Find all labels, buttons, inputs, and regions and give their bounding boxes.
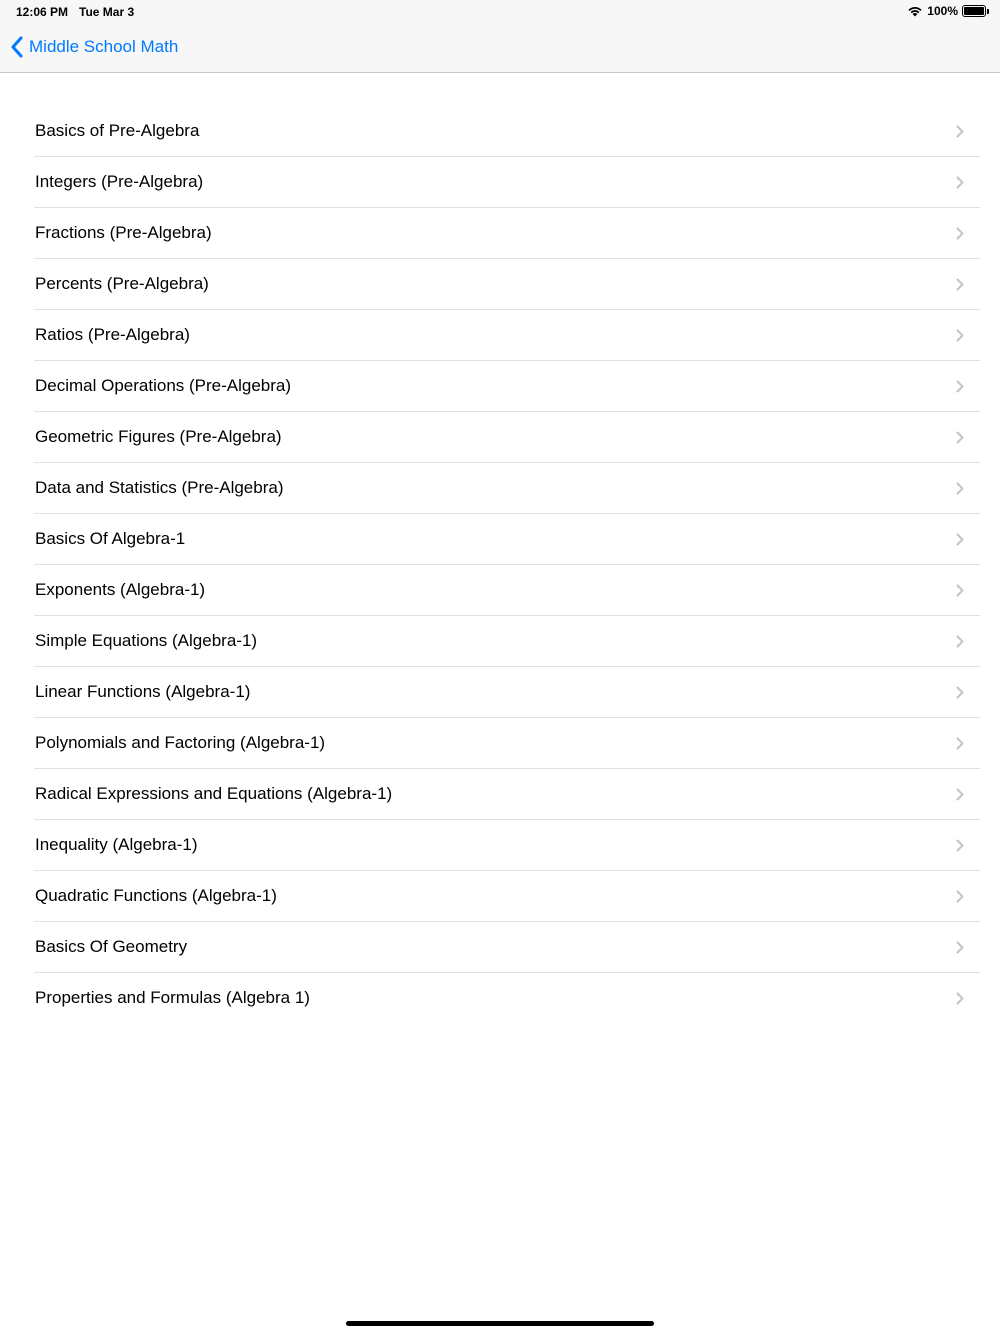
- chevron-right-icon: [956, 686, 964, 699]
- chevron-right-icon: [956, 227, 964, 240]
- navigation-bar: [0, 24, 1000, 73]
- list-item-label: Properties and Formulas (Algebra 1): [35, 988, 310, 1007]
- list-item-label: Data and Statistics (Pre-Algebra): [35, 478, 284, 497]
- wifi-icon: [907, 5, 923, 17]
- chevron-right-icon: [956, 992, 964, 1005]
- list-item[interactable]: [34, 871, 980, 922]
- list-item-label: Basics of Pre-Algebra: [35, 121, 200, 140]
- list-item[interactable]: [34, 718, 980, 769]
- list-item[interactable]: [34, 106, 980, 157]
- list-item-label: Integers (Pre-Algebra): [35, 172, 204, 191]
- list-item[interactable]: [34, 514, 980, 565]
- list-item-label: Ratios (Pre-Algebra): [35, 325, 190, 344]
- list-item[interactable]: [34, 667, 980, 718]
- chevron-right-icon: [956, 941, 964, 954]
- chevron-right-icon: [956, 839, 964, 852]
- battery-percent: 100%: [927, 4, 958, 18]
- chevron-right-icon: [956, 890, 964, 903]
- list-item-label: Basics Of Geometry: [35, 937, 188, 956]
- list-item-label: Linear Functions (Algebra-1): [35, 682, 251, 701]
- status-bar: [0, 0, 1000, 24]
- list-item[interactable]: [34, 157, 980, 208]
- chevron-right-icon: [956, 737, 964, 750]
- chevron-right-icon: [956, 533, 964, 546]
- chevron-right-icon: [956, 380, 964, 393]
- topic-list: [0, 106, 1000, 1024]
- chevron-right-icon: [956, 482, 964, 495]
- list-item-label: Geometric Figures (Pre-Algebra): [35, 427, 282, 446]
- list-item-label: Fractions (Pre-Algebra): [35, 223, 212, 242]
- list-item-label: Quadratic Functions (Algebra-1): [35, 886, 277, 905]
- back-button-label: Middle School Math: [29, 37, 179, 56]
- list-item[interactable]: [34, 412, 980, 463]
- chevron-right-icon: [956, 431, 964, 444]
- list-item[interactable]: [34, 361, 980, 412]
- list-item[interactable]: [34, 616, 980, 667]
- chevron-right-icon: [956, 329, 964, 342]
- list-item-label: Radical Expressions and Equations (Algebra-1): [35, 784, 393, 803]
- list-item-label: Simple Equations (Algebra-1): [35, 631, 258, 650]
- list-item[interactable]: [34, 769, 980, 820]
- chevron-left-icon: [10, 36, 24, 58]
- list-item-label: Exponents (Algebra-1): [35, 580, 206, 599]
- list-item-label: Decimal Operations (Pre-Algebra): [35, 376, 292, 395]
- list-item-label: Percents (Pre-Algebra): [35, 274, 209, 293]
- list-item[interactable]: [34, 208, 980, 259]
- chevron-right-icon: [956, 584, 964, 597]
- chevron-right-icon: [956, 788, 964, 801]
- list-item[interactable]: [34, 820, 980, 871]
- list-item-label: Basics Of Algebra-1: [35, 529, 186, 548]
- list-item[interactable]: [34, 973, 980, 1024]
- list-item-label: Polynomials and Factoring (Algebra-1): [35, 733, 326, 752]
- battery-icon: [962, 5, 986, 17]
- chevron-right-icon: [956, 125, 964, 138]
- status-date: Tue Mar 3: [79, 5, 135, 19]
- list-item[interactable]: [34, 565, 980, 616]
- chevron-right-icon: [956, 278, 964, 291]
- list-item-label: Inequality (Algebra-1): [35, 835, 198, 854]
- status-time: 12:06 PM: [16, 5, 69, 19]
- list-item[interactable]: [34, 259, 980, 310]
- back-button[interactable]: [10, 36, 178, 58]
- chevron-right-icon: [956, 635, 964, 648]
- chevron-right-icon: [956, 176, 964, 189]
- list-item[interactable]: [34, 310, 980, 361]
- list-item[interactable]: [34, 463, 980, 514]
- home-indicator[interactable]: [346, 1321, 654, 1326]
- list-item[interactable]: [34, 922, 980, 973]
- status-indicators: [907, 4, 986, 18]
